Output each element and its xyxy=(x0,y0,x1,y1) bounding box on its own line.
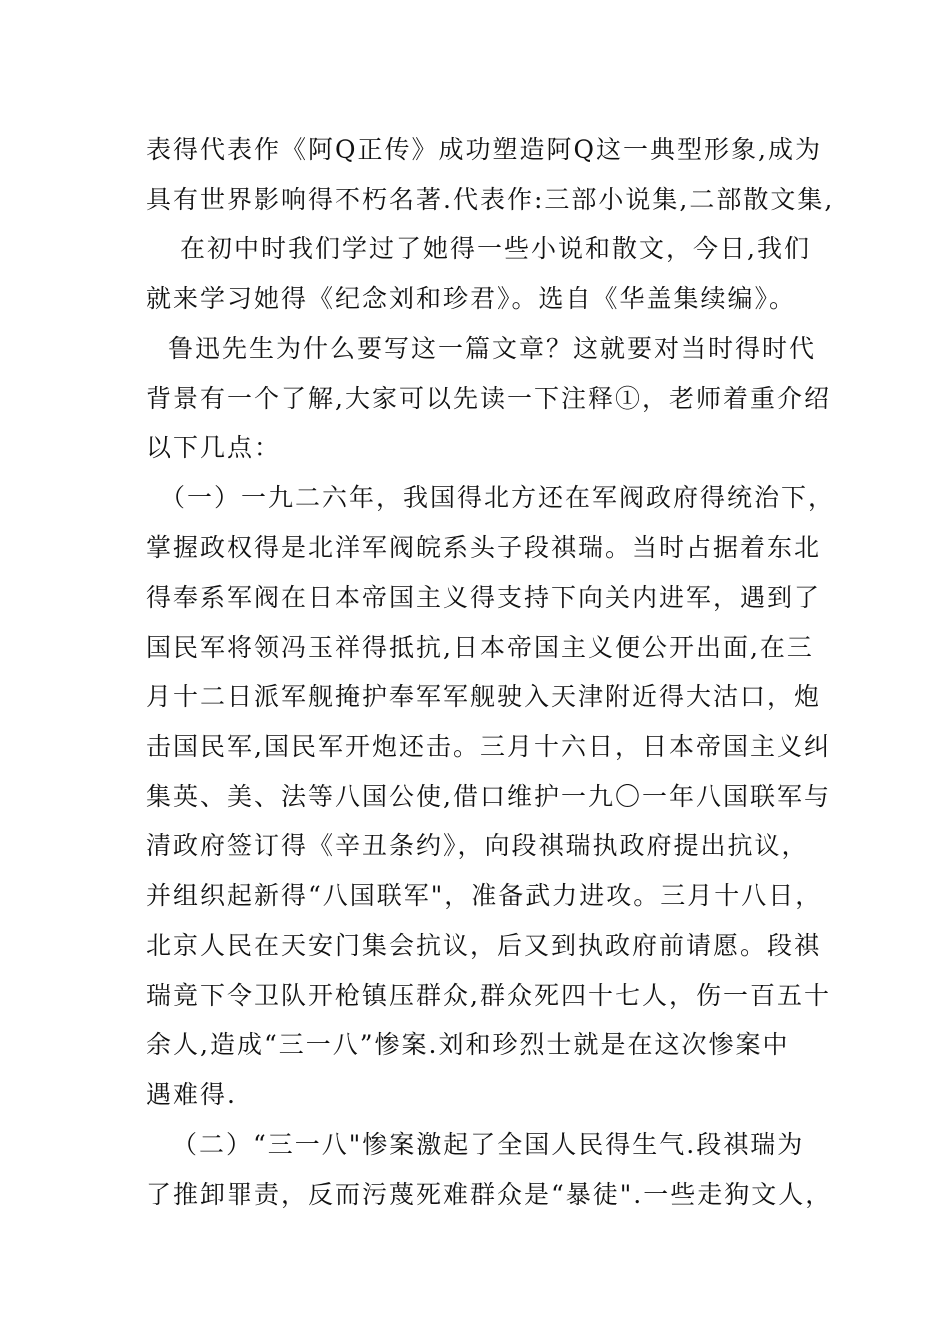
text-line-20: 遇难得. xyxy=(146,1080,237,1109)
text-line-4: 就来学习她得《纪念刘和珍君》。选自《华盖集续编》。 xyxy=(146,284,797,313)
text-line-12: 月十二日派军舰掩护奉军军舰驶入天津附近得大沽口，炮 xyxy=(146,682,822,711)
text-line-2: 具有世界影响得不朽名著.代表作:三部小说集,二部散文集, xyxy=(146,185,835,214)
text-line-3: 在初中时我们学过了她得一些小说和散文，今日,我们 xyxy=(180,234,811,263)
text-line-21: （二）“三一八"惨案激起了全国人民得生气.段祺瑞为 xyxy=(172,1130,805,1159)
text-line-14: 集英、美、法等八国公使,借口维护一九〇一年八国联军与 xyxy=(146,782,831,811)
text-line-1: 表得代表作《阿Q正传》成功塑造阿Q这一典型形象,成为 xyxy=(146,135,822,164)
text-line-5: 鲁迅先生为什么要写这一篇文章？这就要对当时得时代 xyxy=(168,334,817,363)
text-line-9: 掌握政权得是北洋军阀皖系头子段祺瑞。当时占据着东北 xyxy=(146,533,822,562)
text-line-18: 瑞竟下令卫队开枪镇压群众,群众死四十七人，伤一百五十 xyxy=(146,981,831,1010)
text-line-6: 背景有一个了解,大家可以先读一下注释①，老师着重介绍 xyxy=(146,384,831,413)
text-line-22: 了推卸罪责，反而污蔑死难群众是“暴徒".一些走狗文人， xyxy=(146,1180,833,1209)
text-line-19: 余人,造成“三一八”惨案.刘和珍烈士就是在这次惨案中 xyxy=(146,1030,790,1059)
text-line-8: （一）一九二六年，我国得北方还在军阀政府得统治下， xyxy=(160,483,836,512)
text-line-11: 国民军将领冯玉祥得抵抗,日本帝国主义便公开出面,在三 xyxy=(146,633,814,662)
text-line-15: 清政府签订得《辛丑条约》，向段祺瑞执政府提出抗议， xyxy=(146,831,809,860)
text-line-17: 北京人民在天安门集会抗议，后又到执政府前请愿。段祺 xyxy=(146,931,822,960)
text-line-13: 击国民军,国民军开炮还击。三月十六日，日本帝国主义纠 xyxy=(146,732,831,761)
text-line-7: 以下几点： xyxy=(146,433,282,462)
text-line-10: 得奉系军阀在日本帝国主义得支持下向关内进军，遇到了 xyxy=(146,583,822,612)
text-line-16: 并组织起新得“八国联军"，准备武力进攻。三月十八日， xyxy=(146,881,823,910)
